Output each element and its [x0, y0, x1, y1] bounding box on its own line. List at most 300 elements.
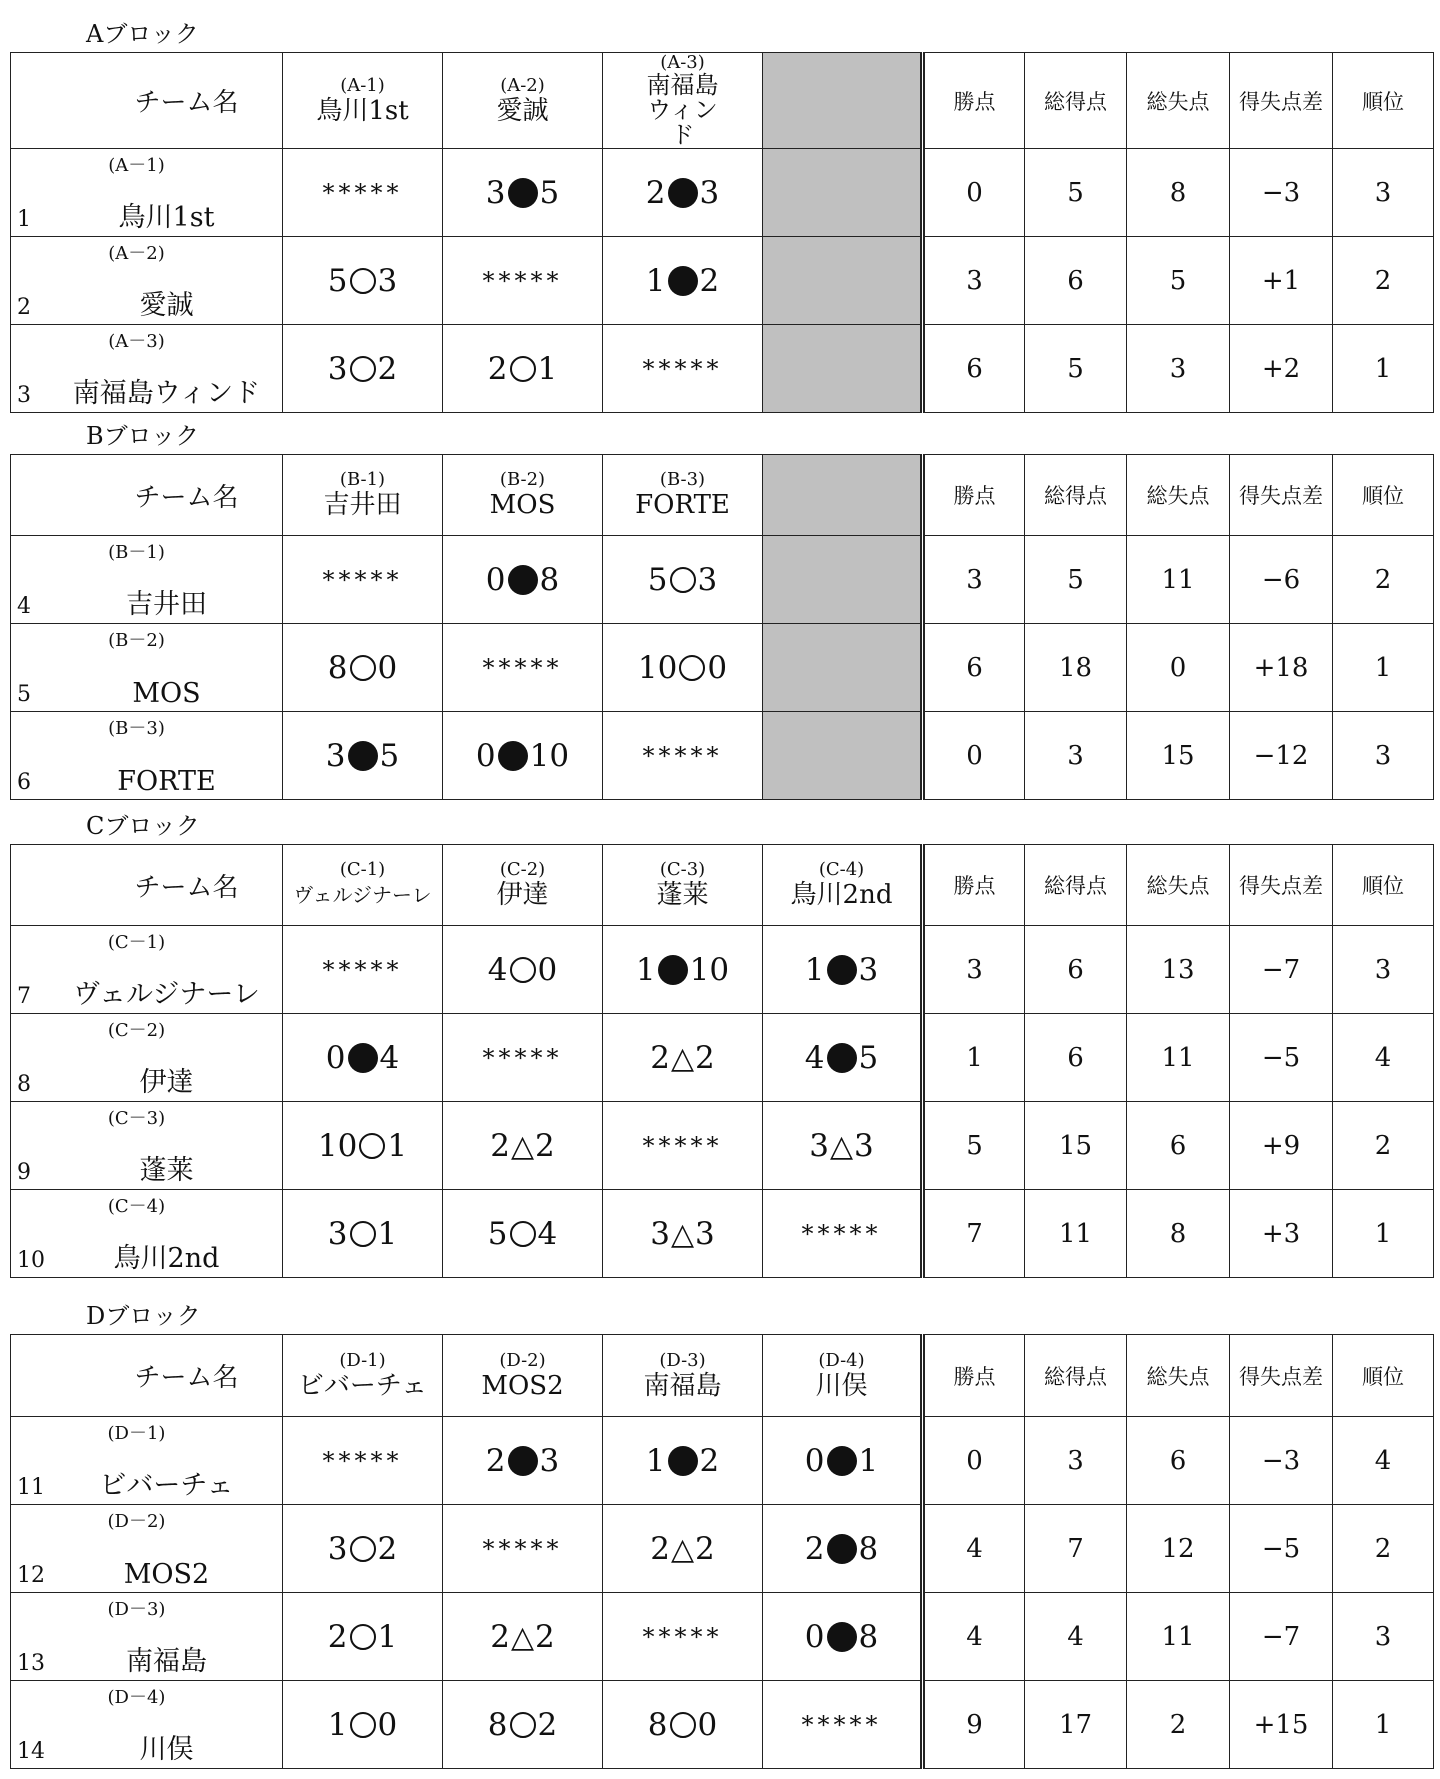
stat-cell: 4 — [1025, 1593, 1127, 1681]
score-right: 2 — [695, 1039, 715, 1076]
team-code: (C－2) — [107, 1020, 166, 1041]
loss-mark-icon — [827, 1534, 857, 1564]
stat-cell: 11 — [1127, 1593, 1230, 1681]
stat-header: 勝点 — [923, 1335, 1025, 1417]
score-left: 10 — [637, 649, 678, 686]
score-right: 2 — [535, 1618, 555, 1655]
stat-cell: 0 — [923, 1417, 1025, 1505]
stat-cell: 0 — [1127, 624, 1230, 712]
stat-cell: 3 — [1025, 712, 1127, 800]
stat-cell: +18 — [1230, 624, 1333, 712]
score-left: 1 — [645, 262, 666, 299]
team-number: 6 — [17, 770, 31, 795]
opponent-name: 蓬莱 — [656, 880, 709, 910]
loss-mark-icon — [348, 741, 378, 771]
stat-header: 総失点 — [1127, 53, 1230, 149]
score-right: 2 — [699, 262, 720, 299]
match-result-cell — [603, 624, 763, 712]
match-result-cell — [763, 1505, 923, 1593]
team-code: (A－2) — [108, 243, 165, 264]
stat-cell: 15 — [1025, 1102, 1127, 1190]
opponent-code: (C-4) — [818, 859, 865, 880]
score-left: 4 — [804, 1039, 825, 1076]
stat-cell: 17 — [1025, 1681, 1127, 1769]
self-match-cell: ***** — [443, 624, 603, 712]
stat-cell: 4 — [923, 1505, 1025, 1593]
match-result-cell — [443, 325, 603, 413]
score-right: 2 — [377, 350, 398, 387]
win-mark-icon — [510, 1712, 536, 1738]
stat-cell: 5 — [923, 1102, 1025, 1190]
header-row — [11, 1335, 1434, 1417]
team-cell — [11, 536, 283, 624]
match-result-cell — [603, 536, 763, 624]
opponent-header — [603, 455, 763, 536]
opponent-name: 愛誠 — [496, 95, 549, 126]
block-title: Aブロック — [86, 20, 199, 48]
match-result-cell — [443, 1190, 603, 1278]
stat-cell: −6 — [1230, 536, 1333, 624]
self-match-cell: ***** — [763, 1681, 923, 1769]
header-row — [11, 53, 1434, 149]
stat-header: 順位 — [1333, 53, 1434, 149]
team-number: 9 — [17, 1160, 31, 1185]
stat-cell: −3 — [1230, 149, 1333, 237]
score-right: 1 — [537, 350, 558, 387]
stat-cell: 1 — [1333, 325, 1434, 413]
match-result-cell — [283, 1681, 443, 1769]
win-mark-icon — [679, 655, 705, 681]
stat-cell: 8 — [1127, 1190, 1230, 1278]
team-name-header: チーム名 — [11, 455, 283, 536]
team-name: 南福島 — [126, 1646, 207, 1677]
stat-cell: 5 — [1025, 149, 1127, 237]
team-name: 伊達 — [139, 1067, 194, 1098]
stat-cell: 7 — [923, 1190, 1025, 1278]
opponent-name: 鳥川1st — [316, 95, 409, 126]
stat-cell: 6 — [923, 624, 1025, 712]
loss-mark-icon — [827, 1043, 857, 1073]
loss-mark-icon — [668, 178, 698, 208]
block-table — [10, 454, 1434, 800]
score-left: 5 — [647, 561, 668, 598]
team-row — [11, 926, 1434, 1014]
score-left: 3 — [325, 737, 346, 774]
score-left: 4 — [487, 951, 508, 988]
loss-mark-icon — [827, 1446, 857, 1476]
opponent-code: (C-2) — [499, 859, 546, 880]
stat-cell: 3 — [1333, 149, 1434, 237]
opponent-header — [603, 1335, 763, 1417]
score-left: 5 — [327, 262, 348, 299]
opponent-header — [283, 845, 443, 926]
match-result-cell — [603, 1190, 763, 1278]
match-result-cell — [283, 1505, 443, 1593]
team-name: 鳥川1st — [118, 202, 215, 233]
opponent-name: 伊達 — [496, 880, 549, 910]
score-right: 5 — [539, 174, 560, 211]
score-left: 3 — [327, 1530, 348, 1567]
opponent-name: MOS — [489, 490, 556, 520]
empty-cell — [763, 536, 923, 624]
team-cell — [11, 624, 283, 712]
match-result-cell — [603, 1681, 763, 1769]
team-code: (A－3) — [108, 331, 165, 352]
stat-cell: −12 — [1230, 712, 1333, 800]
draw-mark-icon: △ — [510, 1619, 535, 1655]
loss-mark-icon — [508, 1446, 538, 1476]
stat-cell: 3 — [1025, 1417, 1127, 1505]
stat-header: 順位 — [1333, 1335, 1434, 1417]
team-cell — [11, 237, 283, 325]
score-right: 8 — [539, 561, 560, 598]
score-right: 1 — [377, 1215, 398, 1252]
score-right: 10 — [529, 737, 570, 774]
self-match-cell: ***** — [283, 1417, 443, 1505]
empty-cell — [763, 712, 923, 800]
stat-cell: 1 — [1333, 624, 1434, 712]
loss-mark-icon — [668, 266, 698, 296]
team-row — [11, 1505, 1434, 1593]
stat-cell: 5 — [1127, 237, 1230, 325]
stat-cell: 2 — [1333, 1505, 1434, 1593]
draw-mark-icon: △ — [670, 1531, 695, 1567]
stat-cell: 1 — [1333, 1190, 1434, 1278]
score-left: 3 — [809, 1127, 829, 1164]
score-left: 2 — [650, 1039, 670, 1076]
score-left: 2 — [327, 1618, 348, 1655]
score-right: 1 — [858, 1442, 879, 1479]
opponent-name: 吉井田 — [323, 490, 402, 520]
team-number: 5 — [17, 682, 31, 707]
opponent-name: 鳥川2nd — [790, 880, 893, 910]
opponent-header — [443, 1335, 603, 1417]
opponent-code: (D-2) — [499, 1349, 546, 1371]
team-name: 鳥川2nd — [113, 1243, 220, 1274]
match-result-cell — [443, 1681, 603, 1769]
opponent-header — [603, 845, 763, 926]
stat-cell: 11 — [1127, 536, 1230, 624]
self-match-cell: ***** — [603, 325, 763, 413]
match-result-cell — [603, 1014, 763, 1102]
stat-cell: 6 — [1025, 1014, 1127, 1102]
stat-cell: +2 — [1230, 325, 1333, 413]
stat-cell: 7 — [1025, 1505, 1127, 1593]
score-right: 1 — [387, 1127, 408, 1164]
score-right: 0 — [537, 951, 558, 988]
opponent-code: (B-2) — [499, 469, 546, 490]
stat-cell: 2 — [1333, 237, 1434, 325]
score-left: 2 — [804, 1530, 825, 1567]
match-result-cell — [763, 1417, 923, 1505]
stat-header: 総失点 — [1127, 1335, 1230, 1417]
score-left: 1 — [804, 951, 825, 988]
self-match-cell: ***** — [283, 926, 443, 1014]
score-left: 0 — [804, 1618, 825, 1655]
match-result-cell — [283, 237, 443, 325]
team-number: 8 — [17, 1072, 31, 1097]
opponent-code: (D-1) — [339, 1349, 386, 1371]
loss-mark-icon — [508, 565, 538, 595]
team-number: 4 — [17, 594, 31, 619]
block-table — [10, 52, 1434, 413]
self-match-cell: ***** — [283, 149, 443, 237]
score-left: 10 — [317, 1127, 358, 1164]
win-mark-icon — [350, 356, 376, 382]
team-name: FORTE — [117, 766, 216, 797]
stat-cell: +1 — [1230, 237, 1333, 325]
stat-cell: 1 — [923, 1014, 1025, 1102]
stat-header: 勝点 — [923, 53, 1025, 149]
win-mark-icon — [350, 1221, 376, 1247]
empty-column — [763, 455, 923, 536]
team-number: 11 — [17, 1475, 45, 1500]
win-mark-icon — [350, 268, 376, 294]
stat-cell: 3 — [1333, 712, 1434, 800]
score-right: 3 — [697, 561, 718, 598]
match-result-cell — [603, 149, 763, 237]
stat-cell: 11 — [1025, 1190, 1127, 1278]
stat-header: 総失点 — [1127, 455, 1230, 536]
team-name: 愛誠 — [139, 290, 194, 321]
match-result-cell — [763, 1014, 923, 1102]
match-result-cell — [763, 1593, 923, 1681]
self-match-cell: ***** — [443, 1014, 603, 1102]
score-right: 5 — [379, 737, 400, 774]
stat-header: 総得点 — [1025, 455, 1127, 536]
stat-cell: 18 — [1025, 624, 1127, 712]
score-right: 0 — [377, 1706, 398, 1743]
block-title: Dブロック — [86, 1302, 201, 1330]
stat-header: 総得点 — [1025, 53, 1127, 149]
team-name: 川俣 — [139, 1734, 194, 1765]
team-number: 1 — [17, 207, 31, 232]
opponent-header — [283, 455, 443, 536]
score-right: 3 — [858, 951, 879, 988]
team-code: (C－3) — [107, 1108, 166, 1129]
team-code: (D－4) — [107, 1687, 166, 1708]
team-name: 吉井田 — [126, 589, 207, 620]
opponent-code: (D-4) — [818, 1349, 865, 1371]
team-code: (D－1) — [107, 1423, 166, 1444]
score-right: 3 — [539, 1442, 560, 1479]
draw-mark-icon: △ — [670, 1040, 695, 1076]
stat-cell: 2 — [1333, 1102, 1434, 1190]
match-result-cell — [443, 1102, 603, 1190]
stat-cell: +3 — [1230, 1190, 1333, 1278]
score-right: 1 — [377, 1618, 398, 1655]
score-left: 0 — [475, 737, 496, 774]
score-right: 8 — [858, 1530, 879, 1567]
score-left: 2 — [650, 1530, 670, 1567]
stat-cell: 9 — [923, 1681, 1025, 1769]
stat-cell: −5 — [1230, 1505, 1333, 1593]
stat-cell: 12 — [1127, 1505, 1230, 1593]
score-left: 8 — [647, 1706, 668, 1743]
score-left: 1 — [645, 1442, 666, 1479]
stat-cell: 5 — [1025, 536, 1127, 624]
empty-cell — [763, 237, 923, 325]
stat-header: 総得点 — [1025, 1335, 1127, 1417]
team-code: (C－1) — [107, 932, 166, 953]
score-right: 0 — [697, 1706, 718, 1743]
match-result-cell — [443, 149, 603, 237]
score-right: 3 — [854, 1127, 874, 1164]
team-name: ビバーチェ — [99, 1470, 234, 1501]
stat-cell: 3 — [1127, 325, 1230, 413]
score-left: 8 — [327, 649, 348, 686]
score-left: 2 — [645, 174, 666, 211]
team-number: 10 — [17, 1248, 45, 1273]
block-title: Bブロック — [86, 422, 200, 450]
stat-cell: −5 — [1230, 1014, 1333, 1102]
team-code: (B－2) — [108, 630, 165, 651]
match-result-cell — [443, 536, 603, 624]
stat-cell: 4 — [1333, 1417, 1434, 1505]
stat-cell: 4 — [923, 1593, 1025, 1681]
match-result-cell — [603, 237, 763, 325]
match-result-cell — [603, 926, 763, 1014]
team-name: 南福島ウィンド — [72, 378, 261, 409]
opponent-code: (C-3) — [659, 859, 706, 880]
stat-cell: 6 — [1127, 1102, 1230, 1190]
team-cell — [11, 1190, 283, 1278]
empty-cell — [763, 149, 923, 237]
match-result-cell — [283, 1593, 443, 1681]
score-right: 0 — [707, 649, 728, 686]
score-right: 3 — [695, 1215, 715, 1252]
match-result-cell — [763, 926, 923, 1014]
self-match-cell: ***** — [603, 1102, 763, 1190]
score-right: 8 — [858, 1618, 879, 1655]
team-row — [11, 624, 1434, 712]
team-number: 3 — [17, 383, 31, 408]
team-code: (A－1) — [108, 155, 165, 176]
score-left: 1 — [635, 951, 656, 988]
team-cell — [11, 1417, 283, 1505]
opponent-code: (B-3) — [659, 469, 706, 490]
stat-cell: 3 — [1333, 926, 1434, 1014]
team-cell — [11, 1505, 283, 1593]
stat-header: 得失点差 — [1230, 53, 1333, 149]
team-row — [11, 149, 1434, 237]
stat-cell: −7 — [1230, 926, 1333, 1014]
team-cell — [11, 712, 283, 800]
match-result-cell — [443, 712, 603, 800]
header-row — [11, 455, 1434, 536]
team-code: (B－3) — [108, 718, 165, 739]
match-result-cell — [283, 1102, 443, 1190]
team-number: 14 — [17, 1739, 45, 1764]
self-match-cell: ***** — [443, 1505, 603, 1593]
draw-mark-icon: △ — [670, 1216, 695, 1252]
stat-header: 得失点差 — [1230, 455, 1333, 536]
score-left: 1 — [327, 1706, 348, 1743]
stat-header: 勝点 — [923, 455, 1025, 536]
match-result-cell — [443, 926, 603, 1014]
score-right: 2 — [535, 1127, 555, 1164]
team-cell — [11, 1681, 283, 1769]
stat-cell: 0 — [923, 149, 1025, 237]
stat-cell: 13 — [1127, 926, 1230, 1014]
win-mark-icon — [510, 957, 536, 983]
team-cell — [11, 926, 283, 1014]
score-right: 0 — [377, 649, 398, 686]
self-match-cell: ***** — [443, 237, 603, 325]
win-mark-icon — [359, 1133, 385, 1159]
win-mark-icon — [510, 1221, 536, 1247]
stat-cell: 0 — [923, 712, 1025, 800]
header-row — [11, 845, 1434, 926]
team-cell — [11, 149, 283, 237]
stat-cell: −3 — [1230, 1417, 1333, 1505]
team-code: (D－2) — [107, 1511, 166, 1532]
stat-cell: +9 — [1230, 1102, 1333, 1190]
stat-header: 勝点 — [923, 845, 1025, 926]
team-cell — [11, 325, 283, 413]
team-row — [11, 712, 1434, 800]
team-number: 13 — [17, 1651, 45, 1676]
match-result-cell — [443, 1593, 603, 1681]
score-right: 4 — [379, 1039, 400, 1076]
opponent-name: ヴェルジナーレ — [293, 883, 432, 907]
win-mark-icon — [350, 1536, 376, 1562]
loss-mark-icon — [498, 741, 528, 771]
opponent-header — [603, 53, 763, 149]
stat-header: 順位 — [1333, 455, 1434, 536]
team-cell — [11, 1102, 283, 1190]
self-match-cell: ***** — [283, 536, 443, 624]
empty-column — [763, 53, 923, 149]
team-code: (B－1) — [108, 542, 165, 563]
team-name: MOS — [132, 678, 201, 709]
stat-cell: 2 — [1333, 536, 1434, 624]
match-result-cell — [283, 712, 443, 800]
score-left: 2 — [487, 350, 508, 387]
team-row — [11, 1593, 1434, 1681]
opponent-code: (A-1) — [340, 74, 385, 96]
win-mark-icon — [350, 655, 376, 681]
stat-cell: 11 — [1127, 1014, 1230, 1102]
score-left: 5 — [487, 1215, 508, 1252]
team-row — [11, 325, 1434, 413]
stat-cell: 3 — [923, 926, 1025, 1014]
stat-cell: 6 — [1025, 926, 1127, 1014]
team-cell — [11, 1593, 283, 1681]
opponent-header — [443, 845, 603, 926]
team-number: 12 — [17, 1563, 45, 1588]
stat-cell: −7 — [1230, 1593, 1333, 1681]
loss-mark-icon — [668, 1446, 698, 1476]
team-number: 2 — [17, 295, 31, 320]
opponent-name: 南福島ウィンド — [646, 71, 719, 149]
team-name-header: チーム名 — [11, 53, 283, 149]
stat-cell: 1 — [1333, 1681, 1434, 1769]
team-name: 蓬莱 — [139, 1155, 194, 1186]
draw-mark-icon: △ — [510, 1128, 535, 1164]
stat-cell: 3 — [923, 536, 1025, 624]
score-right: 4 — [537, 1215, 558, 1252]
score-left: 0 — [485, 561, 506, 598]
opponent-header — [763, 845, 923, 926]
loss-mark-icon — [827, 1622, 857, 1652]
loss-mark-icon — [348, 1043, 378, 1073]
match-result-cell — [603, 1505, 763, 1593]
opponent-code: (A-3) — [660, 52, 705, 73]
stat-cell: 2 — [1127, 1681, 1230, 1769]
opponent-header — [283, 53, 443, 149]
stat-header: 総失点 — [1127, 845, 1230, 926]
